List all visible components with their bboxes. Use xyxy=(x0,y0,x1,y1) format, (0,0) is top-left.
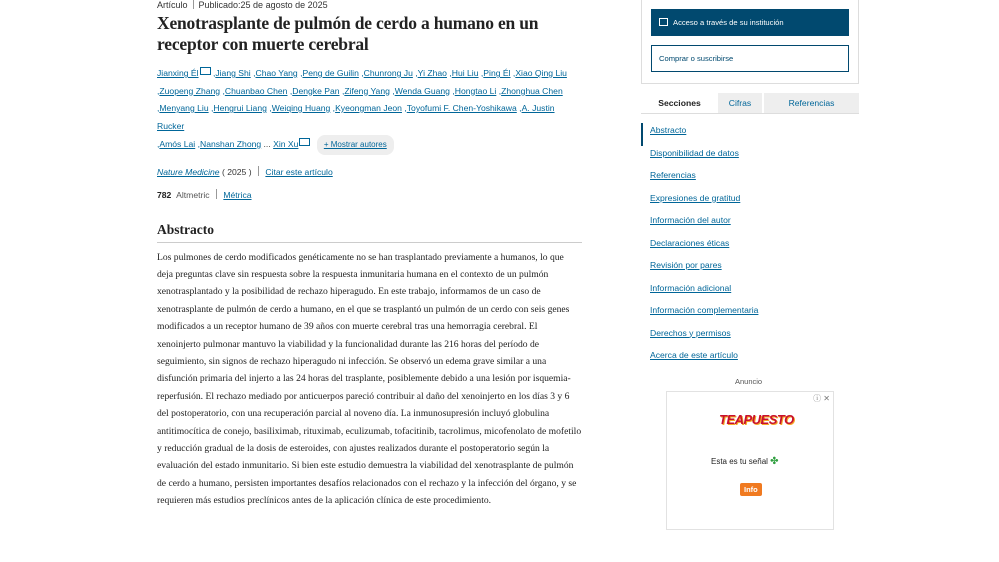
show-more-authors-button[interactable]: + Mostrar autores xyxy=(317,135,394,155)
buy-subscribe-button[interactable]: Comprar o suscribirse xyxy=(651,45,849,72)
author-link[interactable]: Ping Él xyxy=(483,68,511,78)
divider xyxy=(258,166,259,176)
metrics-link[interactable]: Métrica xyxy=(223,189,252,200)
author-link[interactable]: Chao Yang xyxy=(255,68,298,78)
toc-item[interactable]: Información del autor xyxy=(650,215,731,225)
sidebar xyxy=(641,0,859,371)
author-link[interactable]: Hongtao Li xyxy=(454,85,497,96)
institution-icon xyxy=(659,18,668,26)
advertisement[interactable] xyxy=(666,391,834,530)
ad-info-button[interactable]: Info xyxy=(740,483,762,496)
divider xyxy=(216,189,217,199)
author-link[interactable]: Kyeongman Jeon xyxy=(335,103,402,113)
article-type: Artículo xyxy=(157,0,188,10)
author-link[interactable]: Hengrui Liang xyxy=(213,103,267,113)
toc-item[interactable]: Disponibilidad de datos xyxy=(650,147,739,158)
author-link[interactable]: Zifeng Yang xyxy=(344,85,390,96)
author-link[interactable]: Nanshan Zhong xyxy=(200,139,262,149)
ad-label: Anuncio xyxy=(735,377,763,386)
toc-item[interactable]: Declaraciones éticas xyxy=(650,237,730,248)
author-link[interactable]: Wenda Guang xyxy=(394,85,450,96)
tab-figures[interactable]: Cifras xyxy=(718,93,762,113)
toc-item[interactable]: Referencias xyxy=(650,170,696,180)
mail-icon[interactable] xyxy=(299,138,310,146)
toc-item[interactable]: Expresiones de gratitud xyxy=(650,192,741,203)
article-main xyxy=(157,0,582,510)
ad-close-icon[interactable]: ⓘ ✕ xyxy=(813,394,830,403)
ad-logo: TEAPUESTO xyxy=(719,412,794,427)
author-link[interactable]: Zhonghua Chen xyxy=(501,85,563,96)
author-link[interactable]: Xin Xu xyxy=(273,139,299,149)
toc-item[interactable]: Derechos y permisos xyxy=(650,327,731,338)
institution-access-label: Acceso a través de su institución xyxy=(673,18,784,27)
tab-sections[interactable]: Secciones xyxy=(641,93,718,113)
journal-name: Nature Medicine xyxy=(157,166,220,177)
author-ellipsis: ... xyxy=(263,139,271,149)
author-link[interactable]: Toyofumi F. Chen-Yoshikawa xyxy=(406,103,517,113)
ad-tagline-text: Esta es tu señal xyxy=(711,457,768,466)
toc-item-abstract[interactable]: Abstracto xyxy=(641,123,859,146)
author-link[interactable]: Xiao Qing Liu xyxy=(515,68,567,78)
author-link[interactable]: Weiqing Huang xyxy=(271,103,331,113)
publish-date: Publicado:25 de agosto de 2025 xyxy=(198,0,328,10)
altmetric-count: 782 xyxy=(157,189,172,200)
section-toc xyxy=(641,123,859,371)
author-link[interactable]: Chunrong Ju xyxy=(363,68,413,78)
altmetric-label: Altmetric xyxy=(176,189,210,200)
author-link[interactable]: Menyang Liu xyxy=(159,103,209,113)
abstract-heading: Abstracto xyxy=(157,222,582,243)
article-title: Xenotrasplante de pulmón de cerdo a humano en un receptor con muerte cerebral xyxy=(157,13,539,54)
ad-tagline xyxy=(711,456,779,467)
toc-item[interactable]: Información complementaria xyxy=(650,305,759,315)
author-link[interactable]: Jiang Shi xyxy=(215,68,251,78)
author-link[interactable]: Peng de Guilin xyxy=(302,68,359,78)
author-link[interactable]: Dengke Pan xyxy=(292,85,340,96)
author-link[interactable]: Jianxing Él xyxy=(157,68,199,78)
abstract-text: Los pulmones de cerdo modificados genéticamente no se han trasplantado previamente a humanos, lo que deja preguntas clave sin respuesta sobre la respuesta inmunitaria humana en el contexto de un pulmón xenotrasplantado y la posibilidad de rechazo hiperagudo. En este trabajo, informamos de un caso de xenotrasplante de pulmón de cerdo a humano, en el que se trasplantó un pulmón de un cerdo con seis genes modificados a un receptor humano de 39 años con muerte cerebral tras una hemorragia cerebral. El xenoinjerto pulmonar mantuvo la viabilidad y la funcionalidad durante las 216 horas del período de seguimiento, sin signos de rechazo hiperagudo ni infección. Se observó un edema grave similar a una disfunción primaria del injerto a las 24 horas del trasplante, posiblemente debido a una lesión por isquemia-reperfusión. El rechazo mediado por anticuerpos pareció contribuir al daño del xenoinjerto en los días 3 y 6 del postoperatorio, con una recuperación parcial al noveno día. La inmunosupresión incluyó globulina antitimocítica de conejo, basiliximab, rituximab, eculizumab, tofacitinib, tacrolimus, micofenolato de mofetilo y reducción gradual de la dosis de esteroides, con ajustes realizados durante el postoperatorio según la evaluación del estado inmunitario. Si bien este estudio demuestra la viabilidad del xenotrasplante de pulmón de cerdo a humano, persisten importantes desafíos relacionados con el rechazo y la infección del órgano, y se requieren más estudios preclínicos antes de la aplicación clínica de este procedimiento. xyxy=(157,251,582,507)
author-link[interactable]: Hui Liu xyxy=(451,68,479,78)
article-meta xyxy=(157,0,582,11)
toc-item[interactable]: Revisión por pares xyxy=(650,260,722,270)
journal-line xyxy=(157,166,582,177)
mail-icon[interactable] xyxy=(200,67,211,75)
institution-access-button[interactable] xyxy=(651,9,849,36)
toc-item[interactable]: Acerca de este artículo xyxy=(650,350,738,360)
publication-year: ( 2025 ) xyxy=(221,166,252,177)
author-link[interactable]: A. Justin Rucker xyxy=(157,103,555,131)
toc-item[interactable]: Información adicional xyxy=(650,282,732,293)
journal-link[interactable] xyxy=(157,167,220,177)
author-list: Jianxing Él ,Jiang Shi ,Chao Yang ,Peng de Guilin ,Chunrong Ju ,Yi Zhao ,Hui Liu ,Ping Él ,Xiao Qing Liu ,Zuopeng Zhang ,Chuanbao Chen ,Dengke Pan ,Zifeng Yang ,Wenda Guang ,Hongtao Li ,Zhonghua Chen ,Menyang Liu ,Hengrui Liang ,Weiqing Huang ,Kyeongman Jeon ,Toyofumi F. Chen-Yoshikawa ,A. Justin Rucker ,Amós Lai ,Nanshan Zhong ... Xin Xu + Mostrar autores xyxy=(157,65,582,155)
tab-references[interactable]: Referencias xyxy=(764,93,859,113)
author-link[interactable]: Yi Zhao xyxy=(417,68,447,78)
author-link[interactable]: Amós Lai xyxy=(159,139,196,149)
access-box xyxy=(641,0,859,84)
author-link[interactable]: Zuopeng Zhang xyxy=(159,85,221,96)
author-link[interactable]: Chuanbao Chen xyxy=(224,85,288,96)
cite-link[interactable]: Citar este artículo xyxy=(265,166,333,177)
clover-icon: ✤ xyxy=(770,456,779,467)
metrics-line xyxy=(157,189,582,200)
sidebar-tabs xyxy=(641,93,859,114)
